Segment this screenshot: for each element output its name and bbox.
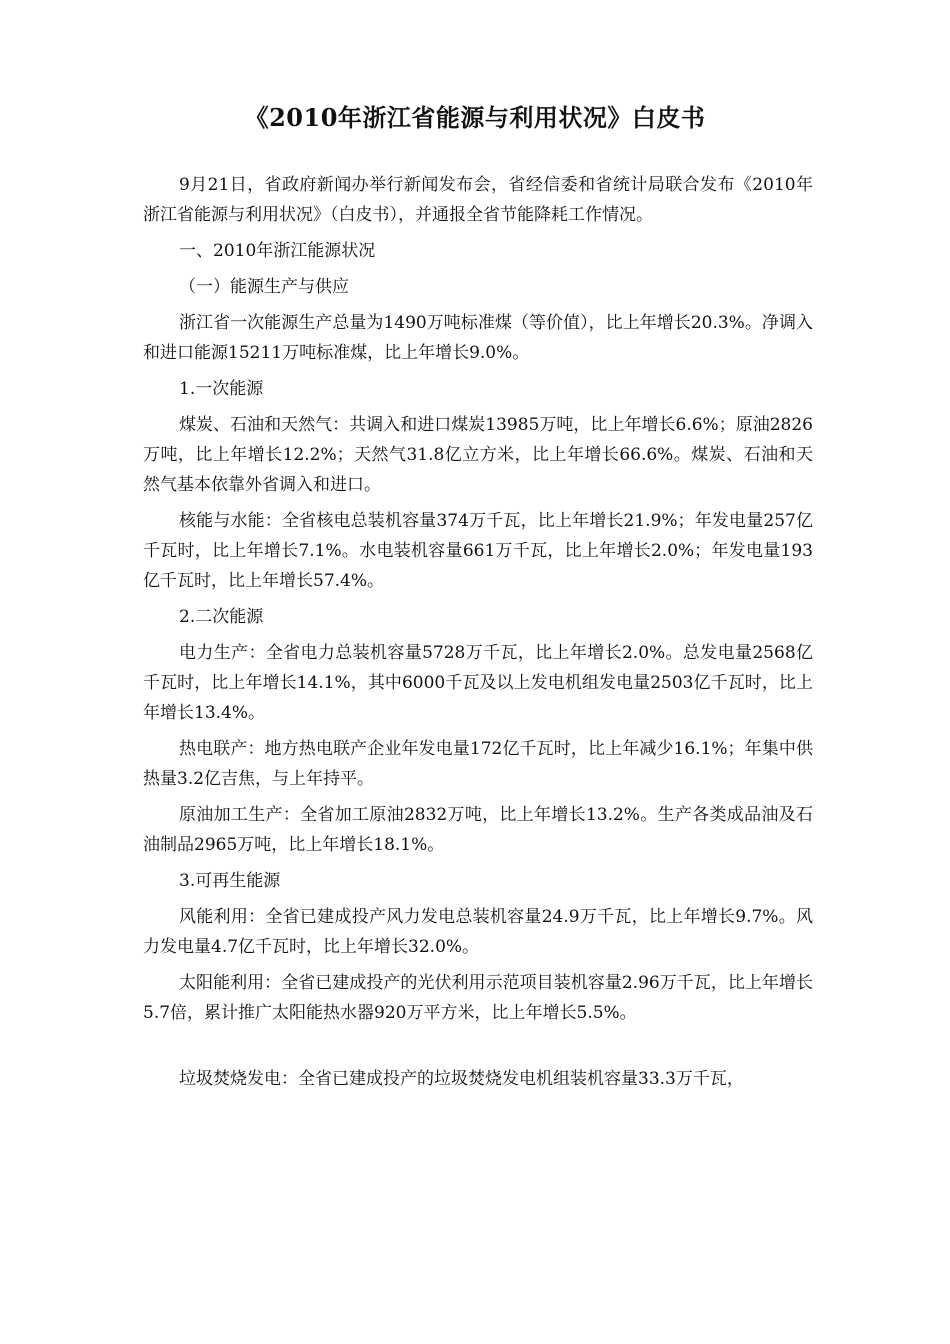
paragraph-intro: 9月21日，省政府新闻办举行新闻发布会，省经信委和省统计局联合发布《2010年浙江省能源与利用状况》（白皮书），并通报全省节能降耗工作情况。	[143, 175, 813, 225]
paragraph-solar: 太阳能利用：全省已建成投产的光伏利用示范项目装机容量2.96万千瓦，比上年增长5.7倍，累计推广太阳能热水器920万平方米，比上年增长5.5%。	[143, 973, 813, 1023]
paragraph-primary-production: 浙江省一次能源生产总量为1490万吨标准煤（等价值），比上年增长20.3%。净调入和进口能源15211万吨标准煤，比上年增长9.0%。	[143, 313, 813, 363]
paragraph-crude-processing: 原油加工生产：全省加工原油2832万吨，比上年增长13.2%。生产各类成品油及石油制品2965万吨，比上年增长18.1%。	[143, 805, 813, 855]
heading-section-1: 一、2010年浙江能源状况	[179, 241, 376, 261]
heading-secondary-energy: 2.二次能源	[179, 607, 264, 627]
document-body	[143, 170, 813, 1100]
document-title: 《2010年浙江省能源与利用状况》白皮书	[244, 103, 706, 132]
heading-subsection-1: （一）能源生产与供应	[179, 277, 349, 297]
paragraph-power-production: 电力生产：全省电力总装机容量5728万千瓦，比上年增长2.0%。总发电量2568亿千瓦时，比上年增长14.1%，其中6000千瓦及以上发电机组发电量2503亿千瓦时，比上年增长13.4%。	[143, 643, 813, 723]
paragraph-waste-incineration: 垃圾焚烧发电：全省已建成投产的垃圾焚烧发电机组装机容量33.3万千瓦，	[179, 1069, 744, 1089]
paragraph-cogeneration: 热电联产：地方热电联产企业年发电量172亿千瓦时，比上年减少16.1%；年集中供热量3.2亿吉焦，与上年持平。	[143, 739, 813, 789]
paragraph-wind: 风能利用：全省已建成投产风力发电总装机容量24.9万千瓦，比上年增长9.7%。风力发电量4.7亿千瓦时，比上年增长32.0%。	[143, 907, 813, 957]
heading-primary-energy: 1.一次能源	[179, 379, 264, 399]
paragraph-nuclear-hydro: 核能与水能：全省核电总装机容量374万千瓦，比上年增长21.9%；年发电量257亿千瓦时，比上年增长7.1%。水电装机容量661万千瓦，比上年增长2.0%；年发电量193亿千瓦时，比上年增长57.4%。	[143, 511, 813, 591]
paragraph-coal-oil-gas: 煤炭、石油和天然气：共调入和进口煤炭13985万吨，比上年增长6.6%；原油2826万吨，比上年增长12.2%；天然气31.8亿立方米，比上年增长66.6%。煤炭、石油和天然气基本依靠外省调入和进口。	[143, 415, 813, 495]
heading-renewable-energy: 3.可再生能源	[179, 871, 281, 891]
